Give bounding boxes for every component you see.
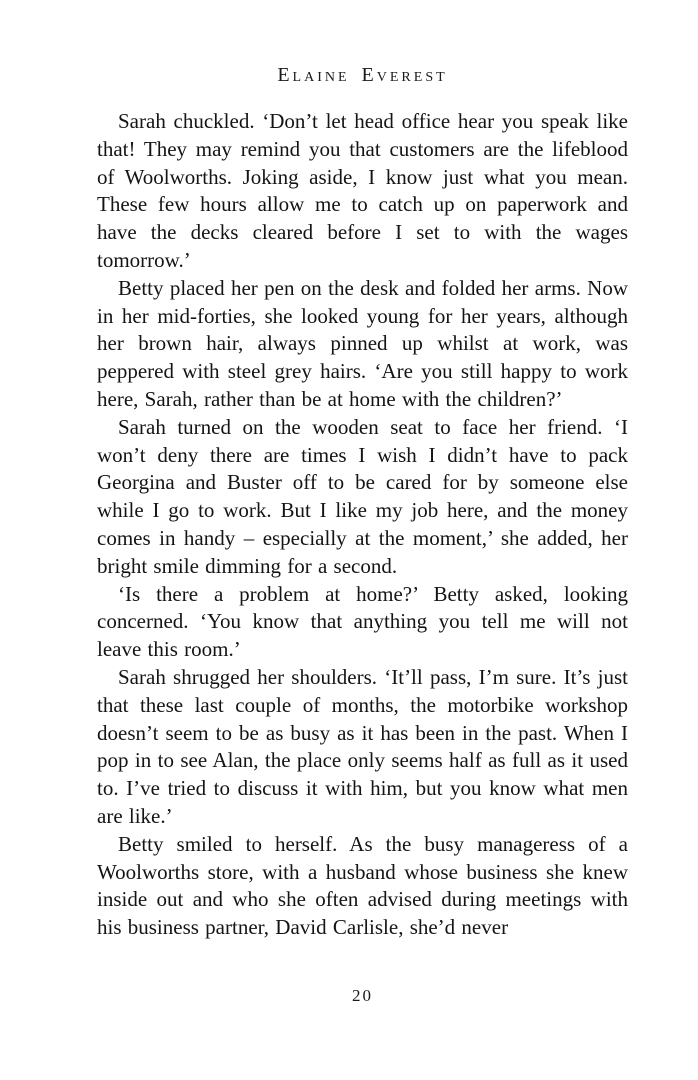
- page-number: 20: [352, 986, 373, 1005]
- paragraph: Sarah turned on the wooden seat to face her friend. ‘I won’t deny there are times I wish I didn’t have to pack Georgina and Buster off to be cared for by someone else while I go to work. But I like my job here, and the money comes in handy – especially at the moment,’ she added, her bright smile dimming for a second.: [97, 414, 628, 578]
- paragraph: Sarah shrugged her shoulders. ‘It’ll pass, I’m sure. It’s just that these last couple of months, the motorbike workshop doesn’t seem to be as busy as it has been in the past. When I pop in to see Alan, the place only seems half as full as it used to. I’ve tried to discuss it with him, but you know what men are like.’: [97, 664, 628, 828]
- paragraph: Betty placed her pen on the desk and folded her arms. Now in her mid-forties, she looked young for her years, although her brown hair, always pinned up whilst at work, was peppered with steel grey hairs. ‘Are you still happy to work here, Sarah, rather than be at home with the children?’: [97, 275, 628, 411]
- page-text-block: [97, 108, 628, 942]
- paragraph: Sarah chuckled. ‘Don’t let head office hear you speak like that! They may remind you that customers are the lifeblood of Woolworths. Joking aside, I know just what you mean. These few hours allow me to catch up on paperwork and have the decks cleared before I set to with the wages tomorrow.’: [97, 109, 628, 272]
- paragraph: Betty smiled to herself. As the busy manageress of a Woolworths store, with a husband whose business she knew inside out and who she often advised during meetings with his business partner, David Carlisle, she’d never: [97, 831, 628, 940]
- paragraph: ‘Is there a problem at home?’ Betty asked, looking concerned. ‘You know that anything you tell me will not leave this room.’: [97, 581, 628, 662]
- running-header: Elaine Everest: [277, 64, 448, 86]
